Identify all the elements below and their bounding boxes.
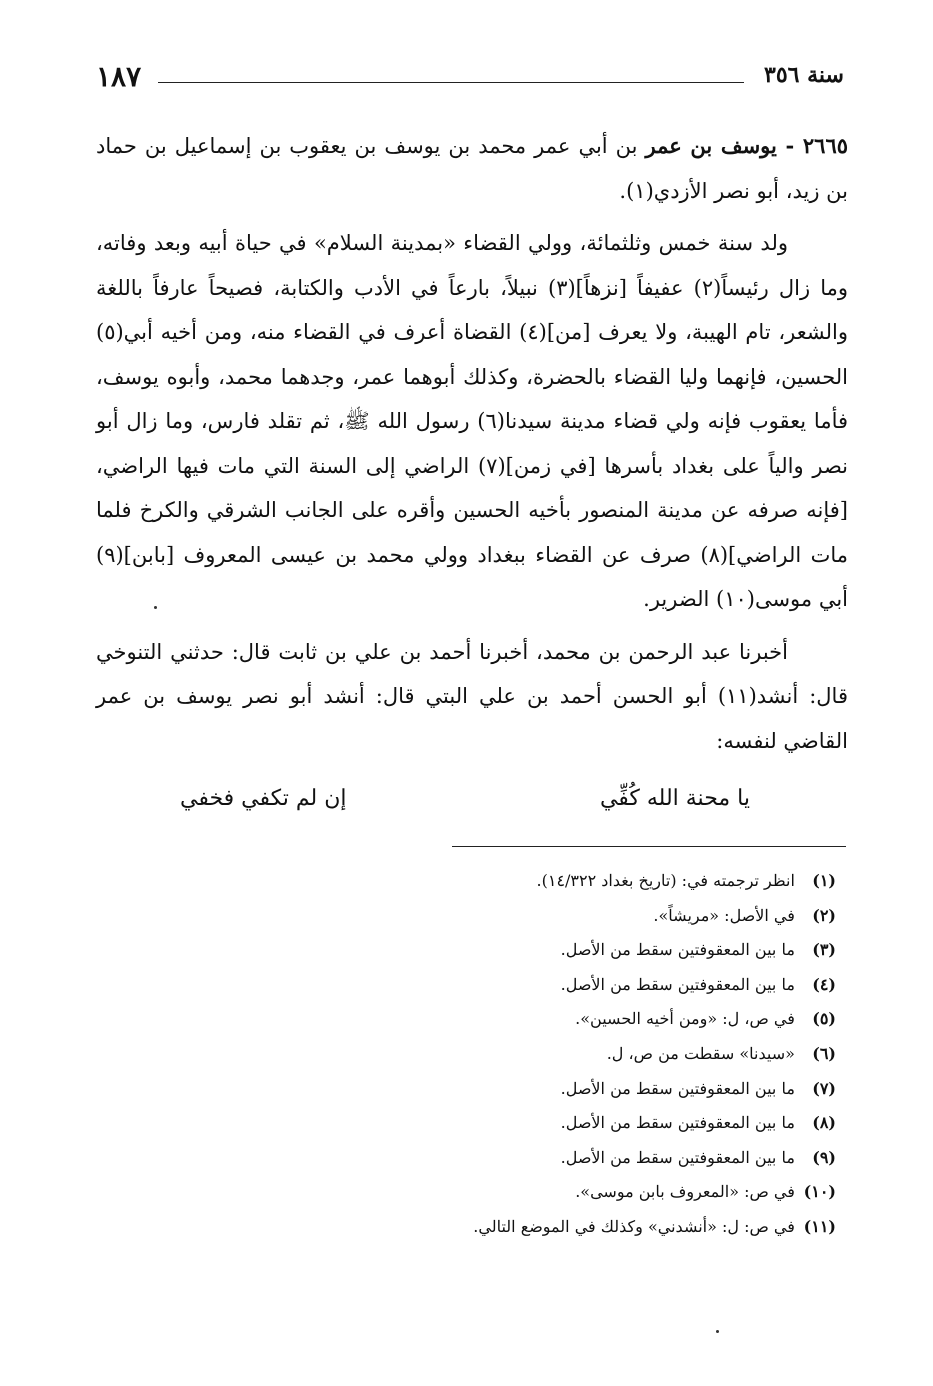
footnote-number: (٣)	[812, 940, 836, 960]
footnote-number: (٨)	[812, 1113, 836, 1133]
footnote-text: «سيدنا» سقطت من ص، ل.	[606, 1043, 795, 1063]
footnote-text: ما بين المعقوفتين سقط من الأصل.	[560, 1078, 795, 1098]
print-speck	[154, 606, 157, 609]
footnote-number: (٢)	[812, 905, 836, 925]
header-rule	[158, 82, 744, 83]
footnote	[200, 933, 836, 968]
footnote	[200, 864, 836, 899]
biography-entry	[96, 124, 848, 213]
footnotes	[200, 864, 836, 1245]
poetry-verse	[150, 786, 750, 826]
footnote-number: (٩)	[812, 1147, 836, 1167]
verse-first-hemistich: يا محنة الله كُفِّي	[599, 786, 750, 811]
footnote-separator	[452, 846, 846, 847]
footnote-text: في ص: ل: «أنشدني» وكذلك في الموضع التالي.	[473, 1216, 795, 1236]
running-head-year: سنة ٣٥٦	[764, 62, 844, 88]
page-number: ١٨٧	[96, 60, 142, 93]
paragraph-biography: ولد سنة خمس وثلثمائة، وولي القضاء «بمدينة السلام» في حياة أبيه وبعد وفاته، وما زال رئيساً(٢) عفيفاً [نزهاً](٣) نبيلاً، بارعاً في الأدب والكتابة، فصيحاً عارفاً باللغة والشعر، تام الهيبة، ولا يعرف [من](٤) القضاة أعرف في القضاء منه، ومن أخيه أبي(٥) الحسين، فإنهما وليا القضاء بالحضرة، وكذلك أبوهما عمر، وجدهما محمد، وأبوه يوسف، فأما يعقوب فإنه ولي قضاء مدينة سيدنا(٦) رسول الله ﷺ، ثم تقلد فارس، وما زال أبو نصر والياً على بغداد بأسرها [في زمن](٧) الراضي إلى السنة التي مات فيها الراضي، [فإنه صرفه عن مدينة المنصور بأخيه الحسين وأقره على الجانب الشرقي والكرخ فلما مات الراضي](٨) صرف عن القضاء ببغداد وولي محمد بن عيسى المعروف [بابن](٩) أبي موسى(١٠) الضرير.	[96, 231, 849, 611]
footnote-text: في ص: «المعروف بابن موسى».	[575, 1182, 795, 1202]
footnote	[200, 1072, 836, 1107]
main-text	[96, 124, 848, 763]
footnote	[200, 1037, 836, 1072]
footnote-number: (٤)	[812, 974, 836, 994]
footnote	[200, 1210, 836, 1245]
footnote	[200, 1106, 836, 1141]
footnote	[200, 1175, 836, 1210]
verse-second-hemistich: إن لم تكفي فخفي	[180, 786, 347, 811]
footnote-text: ما بين المعقوفتين سقط من الأصل.	[560, 1147, 795, 1167]
entry-lineage: بن أبي عمر محمد بن يوسف بن يعقوب بن إسماعيل بن حماد بن زيد، أبو نصر الأزدي(١).	[96, 134, 848, 203]
footnote-text: ما بين المعقوفتين سقط من الأصل.	[560, 974, 795, 994]
footnote-text: في الأصل: «مريشاً».	[653, 905, 795, 925]
footnote-text: ما بين المعقوفتين سقط من الأصل.	[560, 940, 795, 960]
footnote-text: ما بين المعقوفتين سقط من الأصل.	[560, 1113, 795, 1133]
footnote-number: (٦)	[812, 1043, 836, 1063]
page-header	[96, 60, 844, 100]
footnote	[200, 899, 836, 934]
footnote-number: (١١)	[803, 1216, 836, 1236]
footnote-text: في ص، ل: «ومن أخيه الحسين».	[575, 1009, 795, 1029]
footnote	[200, 968, 836, 1003]
footnote-number: (١)	[812, 871, 836, 890]
footnote-text: انظر ترجمته في: (تاريخ بغداد ١٤/٣٢٢).	[536, 871, 795, 890]
footnote	[200, 1141, 836, 1176]
footnote-number: (١٠)	[803, 1182, 836, 1202]
footnote	[200, 1002, 836, 1037]
footnote-number: (٧)	[812, 1078, 836, 1098]
entry-heading: ٢٦٦٥ - يوسف بن عمر	[645, 133, 849, 158]
print-speck	[716, 1330, 719, 1333]
footnote-number: (٥)	[812, 1009, 836, 1029]
paragraph-narration: أخبرنا عبد الرحمن بن محمد، أخبرنا أحمد بن علي بن ثابت قال: حدثني التنوخي قال: أنشد(١١) أبو الحسن أحمد بن علي البتي قال: أنشد أبو نصر يوسف بن عمر القاضي لنفسه:	[96, 639, 848, 753]
